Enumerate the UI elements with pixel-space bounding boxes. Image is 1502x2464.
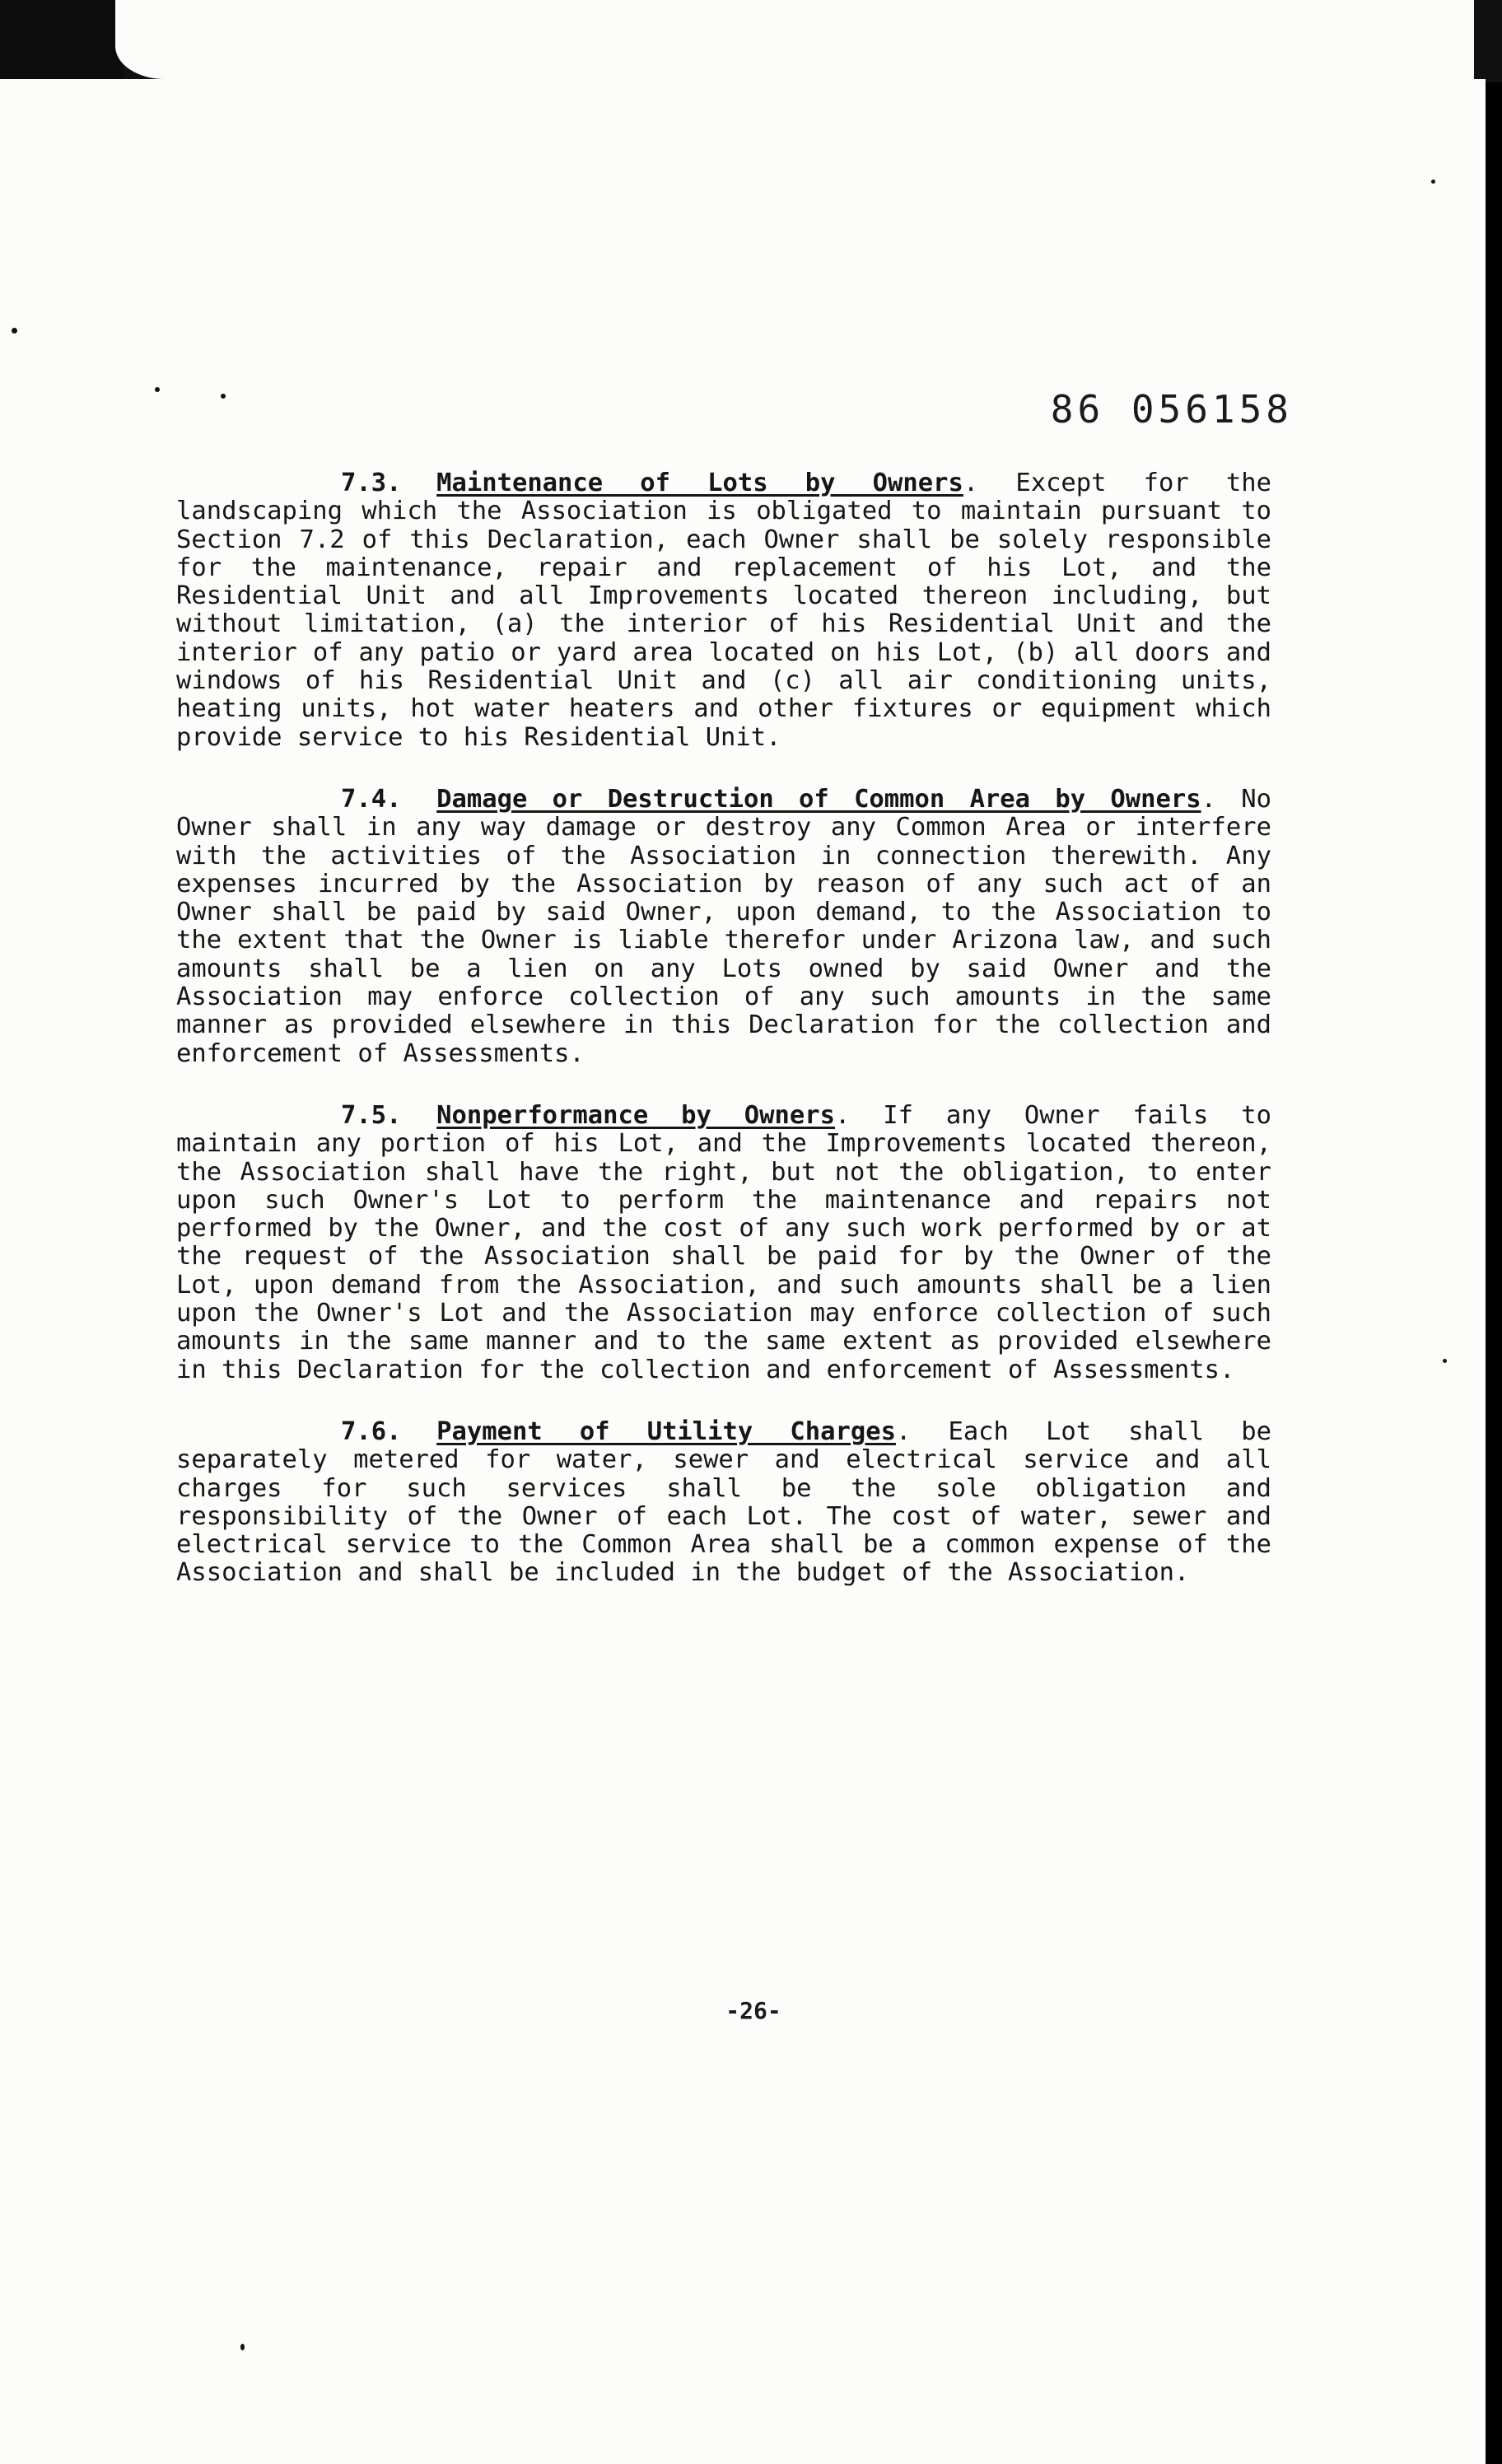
section-heading: Payment of Utility Charges <box>436 1416 896 1446</box>
section-text: . Each Lot shall be separately metered for water, sewer and electrical service and all charges for such services shall be the sole obligation and responsibility of the Owner of each Lot. The cost of water, sewer and electrical service to the Common Area shall be a common expense of the Association and shall be included in the budget of the Association. <box>176 1416 1271 1588</box>
scan-speck <box>240 2344 245 2350</box>
scan-speck <box>221 394 226 399</box>
section-7-6 <box>176 1418 1271 1588</box>
recording-number: 86 056158 <box>1050 387 1293 432</box>
section-text: . Except for the landscaping which the Association is obligated to maintain pursuant to Section 7.2 of this Declaration, each Owner shall be solely responsible for the maintenance, repair and replacement of his Lot, and the Residential Unit and all Improvements located thereon including, but without limitation, (a) the interior of his Residential Unit and the interior of any patio or yard area located on his Lot, (b) all doors and windows of his Residential Unit and (c) all air conditioning units, heating units, hot water heaters and other fixtures or equipment which provide service to his Residential Unit. <box>176 469 1271 752</box>
document-body <box>176 469 1271 1622</box>
scan-speck <box>1431 180 1435 184</box>
section-7-5 <box>176 1102 1271 1384</box>
section-text: . If any Owner fails to maintain any portion of his Lot, and the Improvements located thereon, the Association shall have the right, but not the obligation, to enter upon such Owner's Lot to perform the maintenance and repairs not performed by the Owner, and the cost of any such work performed by or at the request of the Association shall be paid for by the Owner of the Lot, upon demand from the Association, and such amounts shall be a lien upon the Owner's Lot and the Association may enforce collection of such amounts in the same manner and to the same extent as provided elsewhere in this Declaration for the collection and enforcement of Assessments. <box>176 1100 1271 1384</box>
section-number: 7.5. <box>341 1100 402 1130</box>
section-heading: Nonperformance by Owners <box>436 1100 835 1130</box>
section-heading: Maintenance of Lots by Owners <box>436 469 963 497</box>
page-number: -26- <box>725 1997 781 2024</box>
scan-speck <box>12 328 17 334</box>
section-7-3 <box>176 469 1271 752</box>
scan-speck <box>1443 1359 1447 1363</box>
section-number: 7.3. <box>341 469 402 497</box>
section-text: . No Owner shall in any way damage or destroy any Common Area or interfere with the activities of the Association in connection therewith. Any expenses incurred by the Association by reason of any such act of an Owner shall be paid by said Owner, upon demand, to the Association to the extent that the Owner is liable therefor under Arizona law, and such amounts shall be a lien on any Lots owned by said Owner and the Association may enforce collection of any such amounts in the same manner as provided elsewhere in this Declaration for the collection and enforcement of Assessments. <box>176 784 1271 1068</box>
section-number: 7.6. <box>341 1416 402 1446</box>
scan-speck <box>155 387 160 392</box>
page-curl <box>115 0 1474 79</box>
scan-corner-shadow <box>0 0 124 79</box>
section-7-4 <box>176 786 1271 1068</box>
section-heading: Damage or Destruction of Common Area by Owners <box>436 784 1201 814</box>
section-number: 7.4. <box>341 784 402 814</box>
